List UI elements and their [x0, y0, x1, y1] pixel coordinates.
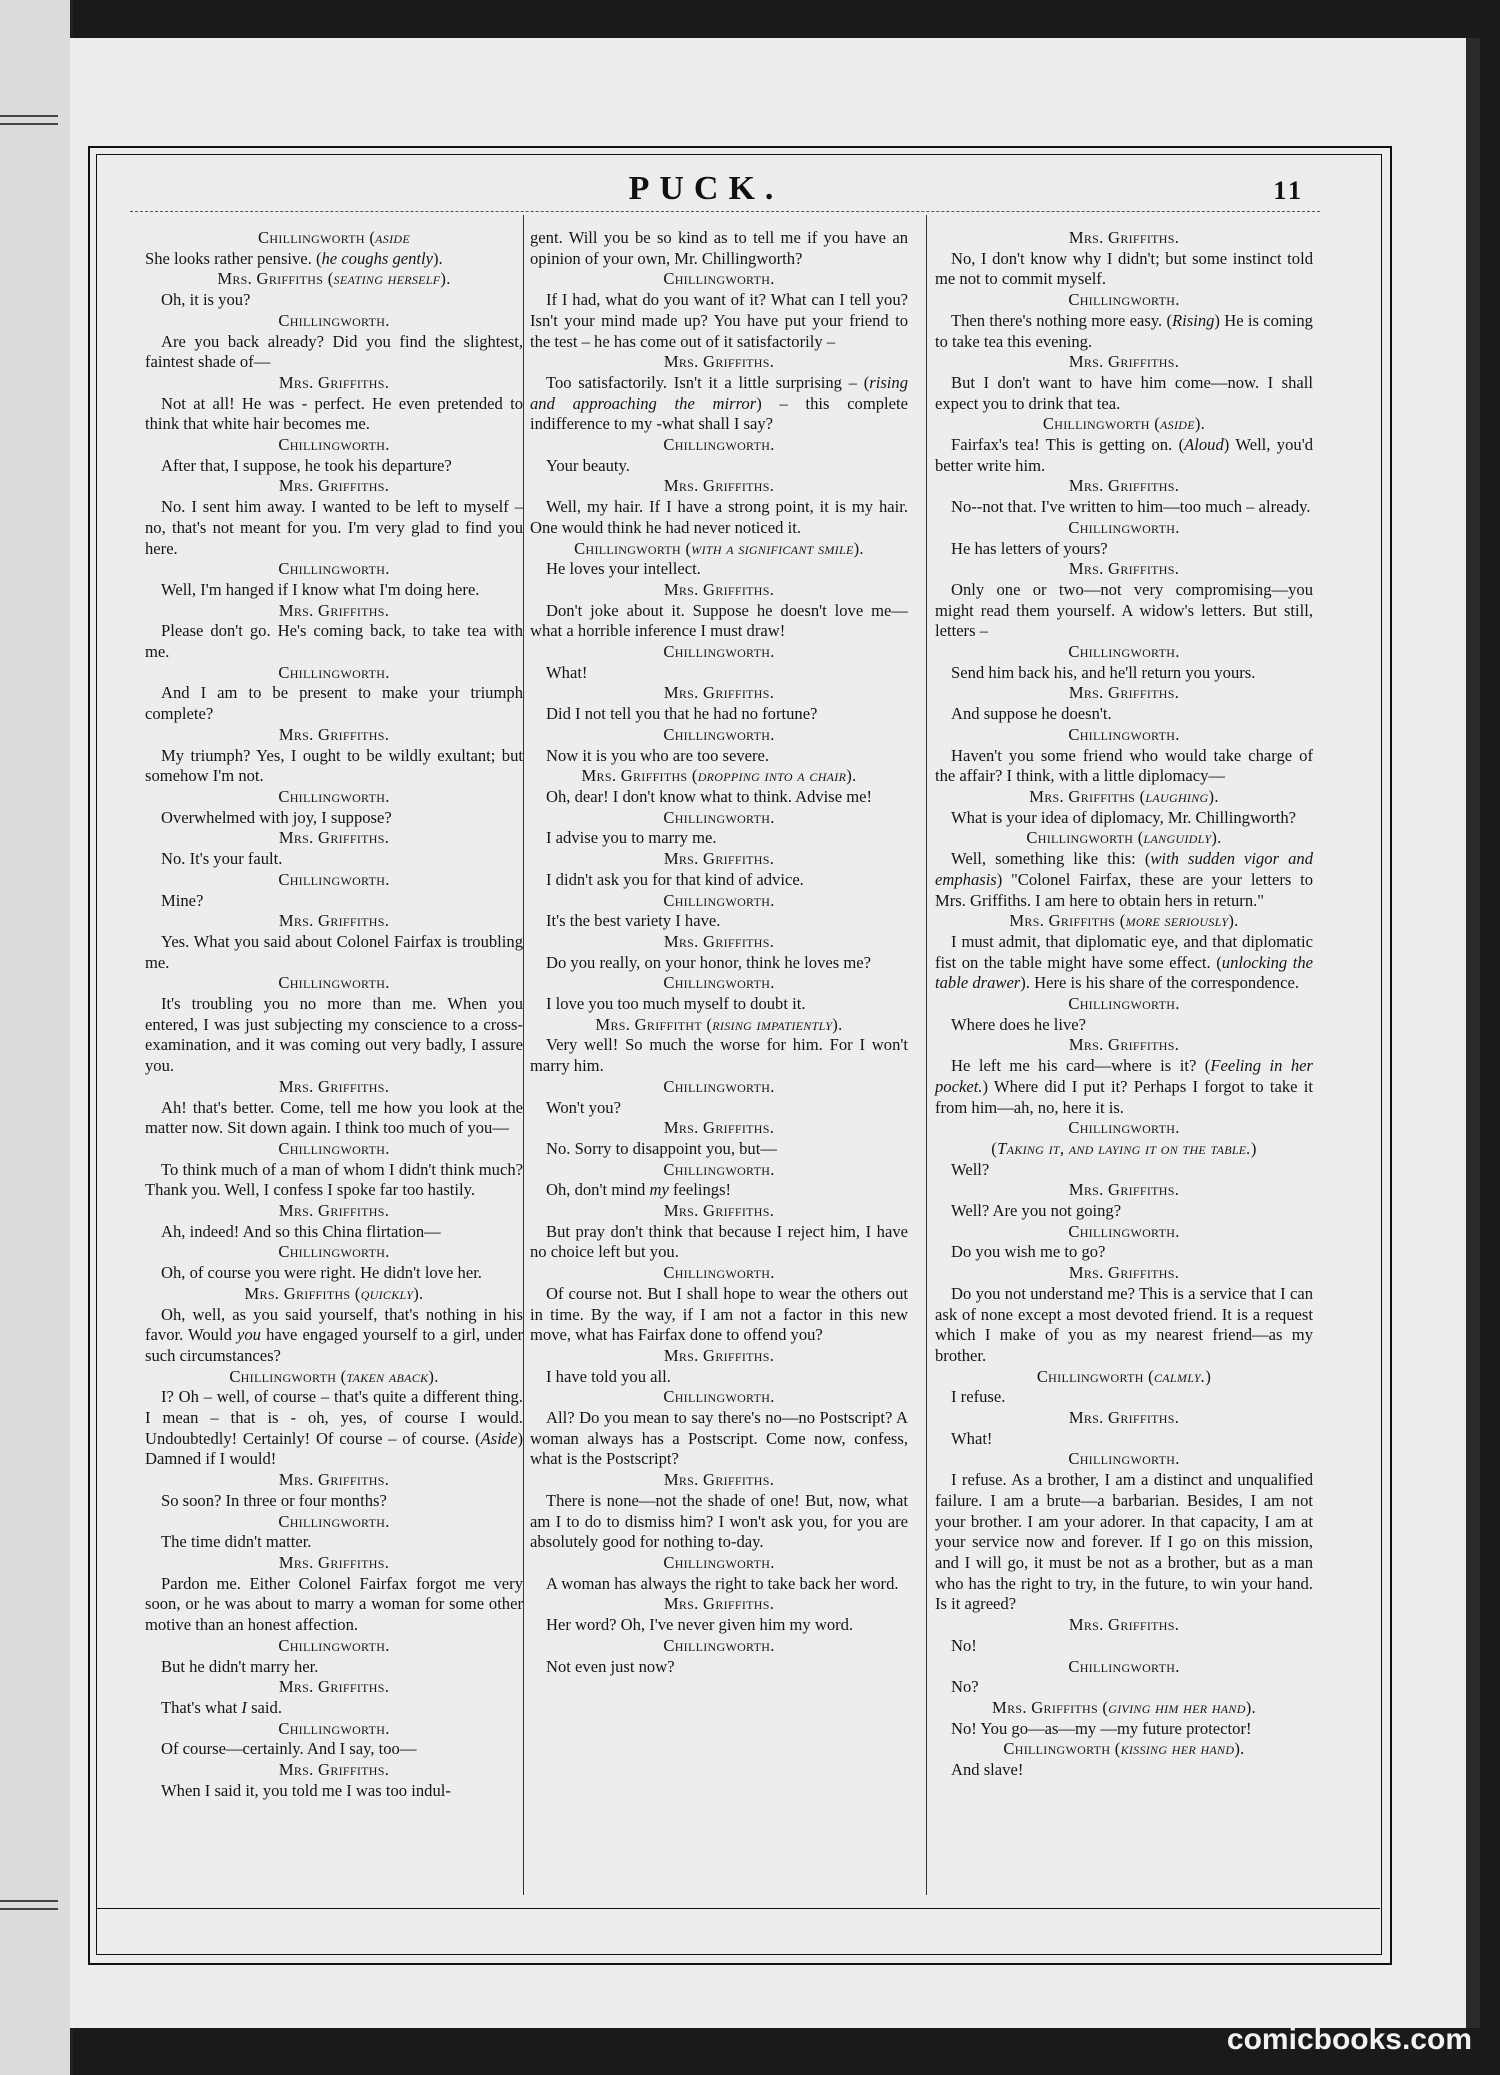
dialogue-line: What! [546, 662, 588, 682]
bottom-rule [96, 1908, 1380, 1909]
dialogue-line: Do you wish me to go? [951, 1242, 1106, 1262]
dialogue-line: Well? Are you not going? [951, 1201, 1122, 1221]
dialogue-line: To think much of a man of whom I didn't think much? Thank you. Well, I confess I spoke far too hastily. [145, 1159, 523, 1200]
dialogue-line: If I had, what do you want of it? What can I tell you? Isn't your mind made up? You have put your friend to the test – he has come out of it satisfactorily – [530, 290, 908, 351]
dialogue-line: Oh, well, as you said yourself, that's nothing in his favor. Would you have engaged yourself to a girl, under such circumstances? [145, 1304, 523, 1365]
dialogue-line: Do you not understand me? This is a service that I can ask of none except a most devoted friend. It is a request which I make of you as my nearest friend—as my brother. [935, 1283, 1313, 1365]
speaker-heading: Chillingworth. [1068, 1656, 1180, 1676]
dialogue-line: Oh, it is you? [161, 290, 251, 310]
text-column-3 [935, 228, 1313, 1781]
speaker-heading: Mrs. Griffitht (rising impatiently). [595, 1014, 843, 1034]
speaker-heading: Mrs. Griffiths. [663, 849, 775, 869]
speaker-heading: Chillingworth. [278, 786, 390, 806]
dialogue-line: Won't you? [546, 1097, 621, 1117]
stage-direction: rising impatiently [712, 1014, 833, 1034]
dialogue-line: All? Do you mean to say there's no—no Postscript? A woman always has a Postscript. Come now, confess, what is the Postscript? [530, 1408, 908, 1469]
dialogue-line: No, I don't know why I didn't; but some instinct told me not to commit myself. [935, 248, 1313, 289]
previous-page-edge [0, 0, 73, 2075]
masthead-title: PUCK. [628, 170, 784, 207]
dialogue-line: Very well! So much the worse for him. For I won't marry him. [530, 1035, 908, 1076]
dialogue-line: When I said it, you told me I was too indul- [161, 1780, 451, 1800]
dialogue-line: Of course—certainly. And I say, too— [161, 1739, 417, 1759]
speaker-heading: Chillingworth. [278, 1635, 390, 1655]
speaker-heading: Chillingworth. [663, 890, 775, 910]
dialogue-line: After that, I suppose, he took his departure? [161, 455, 452, 475]
dialogue-line: gent. Will you be so kind as to tell me if you have an opinion of your own, Mr. Chillingworth? [530, 228, 908, 268]
dialogue-line: Oh, of course you were right. He didn't love her. [161, 1263, 482, 1283]
dialogue-line: Don't joke about it. Suppose he doesn't love me—what a horrible inference I must draw! [530, 600, 908, 641]
stage-direction: you [237, 1325, 261, 1345]
speaker-heading: Mrs. Griffiths. [1068, 559, 1180, 579]
stage-direction: with sudden vigor and emphasis [935, 849, 1313, 889]
stage-direction: Rising [1172, 310, 1215, 330]
speaker-heading: Mrs. Griffiths (laughing). [1029, 786, 1219, 806]
stage-direction: he coughs gently [321, 248, 434, 268]
speaker-heading: Chillingworth. [278, 1718, 390, 1738]
stage-direction: rising and approaching the mirror [530, 372, 908, 413]
dialogue-line: Well, I'm hanged if I know what I'm doing here. [161, 579, 480, 599]
page-number: 11 [1273, 176, 1304, 205]
speaker-heading: Mrs. Griffiths. [1068, 1408, 1180, 1428]
speaker-heading: Mrs. Griffiths. [278, 1201, 390, 1221]
speaker-heading: Mrs. Griffiths. [1068, 476, 1180, 496]
dialogue-line: Please don't go. He's coming back, to take tea with me. [145, 621, 523, 662]
speaker-heading: Mrs. Griffiths. [663, 1201, 775, 1221]
dialogue-line: Not at all! He was - perfect. He even pretended to think that white hair becomes me. [145, 393, 523, 434]
column-divider-1 [523, 215, 524, 1895]
speaker-heading: Chillingworth. [278, 435, 390, 455]
stage-direction: taken aback [346, 1366, 429, 1386]
dialogue-line: He left me his card—where is it? (Feeling in her pocket.) Where did I put it? Perhaps I forgot to take it from him—ah, no, here it is. [935, 1056, 1313, 1117]
dialogue-line: Not even just now? [546, 1656, 675, 1676]
speaker-heading: Mrs. Griffiths (more seriously). [1009, 911, 1239, 931]
speaker-heading: Chillingworth. [278, 310, 390, 330]
dialogue-line: It's the best variety I have. [546, 911, 721, 931]
dialogue-line: Oh, don't mind my feelings! [546, 1180, 732, 1200]
speaker-heading: Chillingworth. [663, 807, 775, 827]
stage-direction: I [241, 1697, 247, 1717]
dialogue-line: Overwhelmed with joy, I suppose? [161, 807, 392, 827]
dialogue-line: No! [951, 1635, 977, 1655]
dialogue-line: Haven't you some friend who would take charge of the affair? I think, with a little diplomacy— [935, 745, 1313, 786]
dialogue-line: Where does he live? [951, 1014, 1086, 1034]
dialogue-line: Only one or two—not very compromising—you might read them yourself. A widow's letters. But still, letters – [935, 579, 1313, 641]
speaker-heading: Chillingworth. [278, 869, 390, 889]
header-rule [130, 211, 1320, 212]
binding-edge [1466, 38, 1480, 2028]
speaker-heading: Chillingworth. [1068, 517, 1180, 537]
speaker-heading: Chillingworth. [663, 1553, 775, 1572]
dialogue-line: But pray don't think that because I reject him, I have no choice left but you. [530, 1221, 908, 1262]
dialogue-line: That's what I said. [161, 1697, 282, 1717]
speaker-heading: Mrs. Griffiths. [663, 1345, 775, 1365]
dialogue-line: Send him back his, and he'll return you yours. [951, 662, 1256, 682]
speaker-heading: Mrs. Griffiths. [1068, 228, 1180, 247]
speaker-heading: Mrs. Griffiths (seating herself). [217, 269, 451, 289]
dialogue-line: Well? [951, 1159, 990, 1179]
stage-direction: with a significant smile [691, 538, 854, 558]
dialogue-line: Her word? Oh, I've never given him my word. [546, 1615, 854, 1635]
speaker-heading: Mrs. Griffiths. [1068, 1035, 1180, 1055]
speaker-heading: Chillingworth. [663, 642, 775, 662]
speaker-heading: Chillingworth (aside [258, 228, 410, 247]
speaker-heading: Chillingworth. [663, 1159, 775, 1179]
speaker-heading: Chillingworth. [663, 724, 775, 744]
speaker-heading: Mrs. Griffiths. [278, 1677, 390, 1697]
speaker-heading: Chillingworth. [1068, 724, 1180, 744]
speaker-heading: Mrs. Griffiths. [278, 828, 390, 848]
dialogue-line: Too satisfactorily. Isn't it a little surprising – (rising and approaching the mirror) – this complete indifference to my -what shall I say? [530, 372, 909, 434]
dialogue-line: I refuse. [951, 1387, 1006, 1407]
speaker-heading: Mrs. Griffiths. [663, 683, 775, 703]
stage-direction: Taking it, and laying it on the table. [997, 1138, 1251, 1158]
stage-direction: seating herself [333, 269, 441, 289]
dialogue-line: Well, something like this: (with sudden vigor and emphasis) "Colonel Fairfax, these are your letters to Mrs. Griffiths. I am here to obtain hers in return." [935, 849, 1313, 910]
dialogue-line: Did I not tell you that he had no fortune? [546, 704, 818, 724]
dialogue-line: I refuse. As a brother, I am a distinct and unqualified failure. I am a brute—a barbarian. Besides, I am not your brother. I am your adorer. In that capacity, I am at your service now and forever. If I go on this mission, and I will go, it must be not as a brother, but as a man who has the right to try, in the future, to win your hand. Is it agreed? [935, 1470, 1313, 1614]
dialogue-line: Ah, indeed! And so this China flirtation— [161, 1221, 441, 1241]
dialogue-line: No. Sorry to disappoint you, but— [546, 1138, 777, 1158]
dialogue-line: He has letters of yours? [951, 538, 1108, 558]
speaker-heading: Mrs. Griffiths. [663, 476, 775, 496]
speaker-heading: Mrs. Griffiths. [663, 1470, 775, 1490]
speaker-heading: Mrs. Griffiths (quickly). [244, 1283, 424, 1303]
speaker-heading: Mrs. Griffiths. [278, 1076, 390, 1096]
speaker-heading: Chillingworth. [663, 435, 775, 455]
dialogue-line: What! [951, 1428, 993, 1448]
speaker-heading: Chillingworth. [1068, 1221, 1180, 1241]
stage-direction: Feeling in her pocket. [935, 1056, 1313, 1096]
speaker-heading: Chillingworth. [278, 1138, 390, 1158]
dialogue-line: I? Oh – well, of course – that's quite a different thing. I mean – that is - oh, yes, of course I would. Undoubtedly! Certainly! Of course – of course. (Aside) Damned if I would! [145, 1387, 523, 1469]
dialogue-line: Of course not. But I shall hope to wear the others out in time. By the way, if I am not a factor in this new move, what has Fairfax done to offend you? [530, 1283, 908, 1345]
masthead [100, 170, 1312, 210]
dialogue-line: Then there's nothing more easy. (Rising) He is coming to take tea this evening. [935, 310, 1313, 351]
stage-direction: more seriously [1125, 911, 1229, 931]
speaker-heading: Chillingworth. [278, 1511, 390, 1531]
speaker-heading: Mrs. Griffiths. [278, 372, 390, 392]
dialogue-line: But I don't want to have him come—now. I shall expect you to drink that tea. [935, 372, 1313, 413]
dialogue-line: No. I sent him away. I wanted to be left to myself – no, that's not meant for you. I'm very glad to find you here. [145, 497, 523, 558]
dialogue-line: Are you back already? Did you find the slightest, faintest shade of— [145, 331, 523, 372]
dialogue-line: No! You go—as—my —my future protector! [951, 1718, 1252, 1738]
dialogue-line: Ah! that's better. Come, tell me how you look at the matter now. Sit down again. I think too much of you— [145, 1097, 523, 1138]
speaker-heading: Chillingworth (languidly). [1026, 828, 1222, 848]
speaker-heading: Mrs. Griffiths. [663, 931, 775, 951]
speaker-heading: Chillingworth. [278, 559, 390, 579]
speaker-heading: Mrs. Griffiths. [1068, 1615, 1180, 1635]
speaker-heading: Mrs. Griffiths. [278, 724, 390, 744]
speaker-heading: Chillingworth (taken aback). [229, 1366, 439, 1386]
dialogue-line: Pardon me. Either Colonel Fairfax forgot me very soon, or he was about to marry a woman for some other motive than an honest affection. [145, 1573, 523, 1635]
dialogue-line: He loves your intellect. [546, 559, 701, 579]
speaker-heading: Mrs. Griffiths. [1068, 1180, 1180, 1200]
speaker-heading: Mrs. Griffiths. [663, 1594, 775, 1614]
speaker-heading: Chillingworth (calmly.) [1036, 1366, 1212, 1386]
speaker-heading: Chillingworth. [278, 1242, 390, 1262]
speaker-heading: Chillingworth. [663, 1263, 775, 1283]
dialogue-line: Do you really, on your honor, think he loves me? [546, 952, 871, 972]
dialogue-line: A woman has always the right to take back her word. [546, 1573, 899, 1593]
speaker-heading: Chillingworth. [278, 973, 390, 993]
speaker-heading: Chillingworth (with a significant smile). [574, 538, 864, 558]
stage-direction: unlocking the table drawer [935, 952, 1314, 993]
stage-direction: laughing [1145, 786, 1209, 806]
dialogue-line: I must admit, that diplomatic eye, and that diplomatic fist on the table might have some effect. (unlocking the table drawer). Here is his share of the correspondence. [935, 931, 1314, 993]
dialogue-line: My triumph? Yes, I ought to be wildly exultant; but somehow I'm not. [145, 745, 523, 786]
stage-direction: my [649, 1180, 669, 1200]
dialogue-line: Yes. What you said about Colonel Fairfax is troubling me. [145, 931, 523, 972]
dialogue-line: Now it is you who are too severe. [546, 745, 770, 765]
dialogue-line: No. It's your fault. [161, 849, 283, 869]
text-column-2 [530, 228, 908, 1677]
dialogue-line: It's troubling you no more than me. When you entered, I was just subjecting my conscience to a cross-examination, and it was coming out very badly, I assure you. [145, 994, 523, 1076]
dialogue-line: What is your idea of diplomacy, Mr. Chillingworth? [951, 807, 1297, 827]
dialogue-line: And suppose he doesn't. [951, 704, 1112, 724]
speaker-heading: Chillingworth (kissing her hand). [1003, 1739, 1245, 1759]
speaker-heading: Chillingworth (aside). [1042, 414, 1206, 434]
speaker-heading: Mrs. Griffiths. [663, 579, 775, 599]
speaker-heading: Mrs. Griffiths. [278, 1470, 390, 1490]
speaker-heading: Mrs. Griffiths. [1068, 1263, 1180, 1283]
speaker-heading: Mrs. Griffiths. [663, 1118, 775, 1138]
speaker-heading: Chillingworth. [663, 1387, 775, 1407]
speaker-heading: Chillingworth. [663, 1076, 775, 1096]
speaker-heading: Mrs. Griffiths (giving him her hand). [992, 1697, 1256, 1717]
stage-direction: quickly [360, 1283, 414, 1303]
dialogue-line: And I am to be present to make your triumph complete? [145, 683, 523, 724]
dialogue-line: I love you too much myself to doubt it. [546, 994, 806, 1014]
speaker-heading: Mrs. Griffiths. [663, 352, 775, 372]
speaker-heading: Mrs. Griffiths. [278, 476, 390, 496]
speaker-heading: Chillingworth. [663, 1635, 775, 1655]
speaker-heading: Mrs. Griffiths (dropping into a chair). [581, 766, 857, 786]
speaker-heading: Mrs. Griffiths. [1068, 352, 1180, 372]
dialogue-line: No--not that. I've written to him—too much – already. [951, 497, 1311, 517]
dialogue-line: So soon? In three or four months? [161, 1490, 387, 1510]
dialogue-line: Fairfax's tea! This is getting on. (Aloud) Well, you'd better write him. [935, 435, 1313, 475]
dialogue-line: And slave! [951, 1760, 1024, 1780]
watermark: comicbooks.com [1226, 2023, 1472, 2056]
stage-direction: aside [375, 228, 410, 247]
dialogue-line: I advise you to marry me. [546, 828, 717, 848]
dialogue-line: I didn't ask you for that kind of advice. [546, 869, 804, 889]
column-divider-2 [926, 215, 927, 1895]
dialogue-line: I have told you all. [546, 1366, 671, 1386]
dialogue-line: Well, my hair. If I have a strong point, it is my hair. One would think he had never noticed it. [530, 497, 908, 537]
speaker-heading: Chillingworth. [663, 973, 775, 993]
stage-direction: dropping into a chair [697, 766, 847, 786]
text-column-1 [145, 228, 523, 1801]
dialogue-line: There is none—not the shade of one! But, now, what am I to do to dismiss him? I won't ask you, for you are absolutely good for nothing to-day. [530, 1490, 908, 1552]
speaker-heading: Chillingworth. [1068, 994, 1180, 1014]
stage-direction: Aloud [1184, 435, 1224, 455]
stage-direction: languidly [1143, 828, 1212, 848]
speaker-heading: Mrs. Griffiths. [278, 600, 390, 620]
stage-direction: calmly. [1153, 1366, 1206, 1386]
stage-direction: Aside [480, 1428, 518, 1448]
speaker-heading: Mrs. Griffiths. [278, 1760, 390, 1780]
speaker-heading: Chillingworth. [1068, 1118, 1180, 1138]
speaker-heading: Chillingworth. [1068, 642, 1180, 662]
speaker-heading: Chillingworth. [1068, 1449, 1180, 1469]
stage-direction: aside [1160, 414, 1195, 434]
speaker-heading: Chillingworth. [1068, 290, 1180, 310]
dialogue-line: She looks rather pensive. (he coughs gently). [145, 248, 443, 268]
speaker-heading: Mrs. Griffiths. [278, 1553, 390, 1572]
speaker-heading: Mrs. Griffiths. [278, 911, 390, 931]
speaker-heading: (Taking it, and laying it on the table.) [991, 1138, 1257, 1158]
dialogue-line: The time didn't matter. [161, 1532, 312, 1552]
dialogue-line: Your beauty. [546, 455, 630, 475]
speaker-heading: Mrs. Griffiths. [1068, 683, 1180, 703]
dialogue-line: Oh, dear! I don't know what to think. Advise me! [546, 786, 873, 806]
dialogue-line: But he didn't marry her. [161, 1656, 319, 1676]
dialogue-line: Mine? [161, 890, 204, 910]
speaker-heading: Chillingworth. [278, 662, 390, 682]
stage-direction: kissing her hand [1120, 1739, 1235, 1759]
dialogue-line: No? [951, 1677, 979, 1697]
stage-direction: giving him her hand [1108, 1697, 1246, 1717]
speaker-heading: Chillingworth. [663, 269, 775, 289]
